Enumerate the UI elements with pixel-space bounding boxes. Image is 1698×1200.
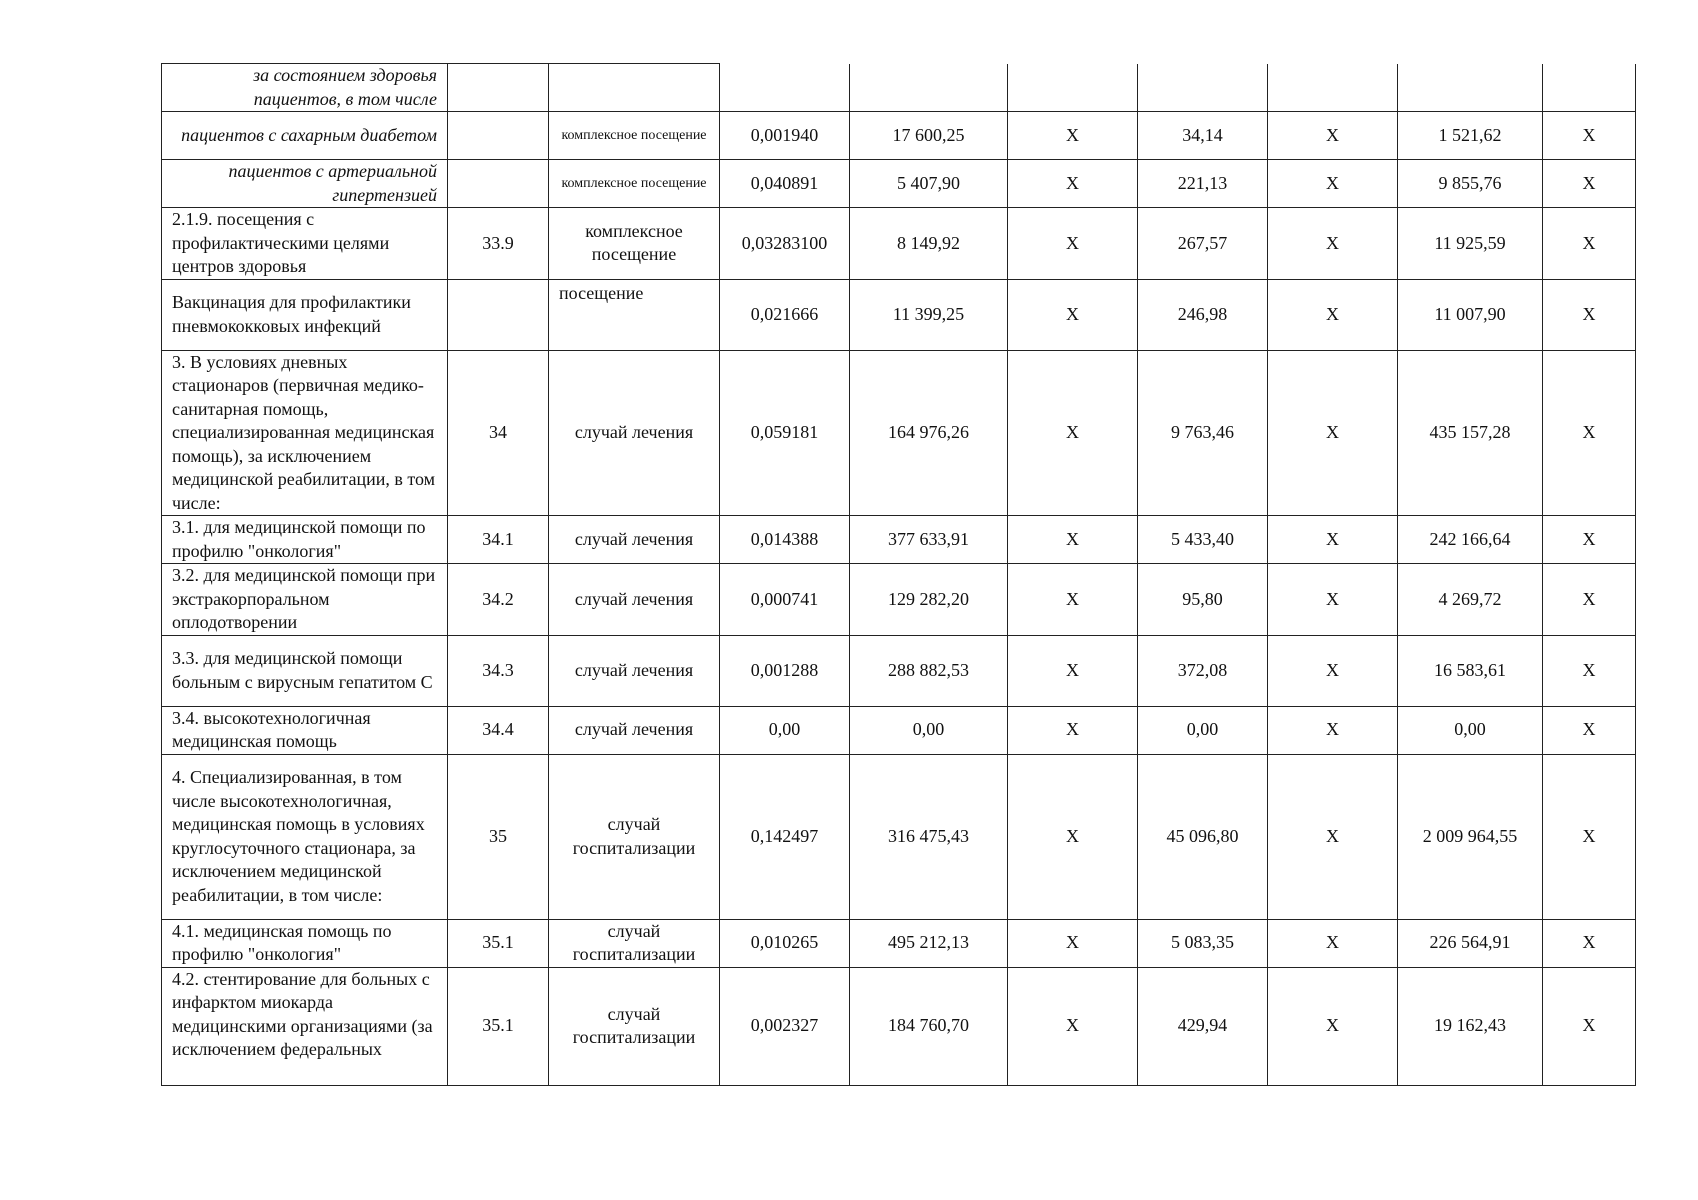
row-v1: 0,040891 (720, 160, 850, 208)
table-row (162, 208, 1636, 280)
row-v2: 5 407,90 (850, 160, 1008, 208)
row-code: 34.3 (448, 635, 549, 706)
table-row (162, 160, 1636, 208)
row-v7: Х (1543, 919, 1636, 967)
row-v5: Х (1268, 706, 1398, 754)
row-v5: Х (1268, 564, 1398, 636)
row-v5: Х (1268, 754, 1398, 919)
row-name: пациентов с сахарным диабетом (162, 112, 448, 160)
row-code: 35.1 (448, 919, 549, 967)
row-name: 3.4. высокотехнологичная медицинская помощь (162, 706, 448, 754)
row-code: 33.9 (448, 208, 549, 280)
row-unit: комплексное посещение (549, 112, 720, 160)
row-v4: 221,13 (1138, 160, 1268, 208)
row-v4 (1138, 64, 1268, 112)
row-v6: 16 583,61 (1398, 635, 1543, 706)
row-unit: случай госпитализации (549, 754, 720, 919)
row-name: 3.1. для медицинской помощи по профилю "онкология" (162, 516, 448, 564)
row-v1: 0,142497 (720, 754, 850, 919)
row-v7: Х (1543, 706, 1636, 754)
row-name: пациентов с артериальной гипертензией (162, 160, 448, 208)
row-unit: комплексное посещение (549, 160, 720, 208)
row-v1: 0,00 (720, 706, 850, 754)
row-v5: Х (1268, 516, 1398, 564)
row-code: 35.1 (448, 967, 549, 1085)
row-v6: 242 166,64 (1398, 516, 1543, 564)
row-v7: Х (1543, 160, 1636, 208)
row-v3 (1008, 64, 1138, 112)
row-v5: Х (1268, 160, 1398, 208)
row-v2: 377 633,91 (850, 516, 1008, 564)
row-v3: Х (1008, 350, 1138, 516)
row-v3: Х (1008, 160, 1138, 208)
row-code: 34.4 (448, 706, 549, 754)
row-v2: 164 976,26 (850, 350, 1008, 516)
row-v1: 0,000741 (720, 564, 850, 636)
row-v2: 129 282,20 (850, 564, 1008, 636)
row-unit (549, 64, 720, 112)
row-name: Вакцинация для профилактики пневмококковых инфекций (162, 279, 448, 350)
row-v1: 0,03283100 (720, 208, 850, 280)
row-unit: случай лечения (549, 706, 720, 754)
row-v7: Х (1543, 635, 1636, 706)
row-v5: Х (1268, 967, 1398, 1085)
row-v4: 372,08 (1138, 635, 1268, 706)
medical-care-volume-table (161, 63, 1636, 1086)
row-v4: 0,00 (1138, 706, 1268, 754)
row-v4: 34,14 (1138, 112, 1268, 160)
row-name: 3. В условиях дневных стационаров (первичная медико-санитарная помощь, специализированная медицинская помощь), за исключением медицинской реабилитации, в том числе: (162, 350, 448, 516)
row-unit: случай лечения (549, 635, 720, 706)
row-v3: Х (1008, 967, 1138, 1085)
row-unit: случай лечения (549, 516, 720, 564)
table-row (162, 350, 1636, 516)
row-v6: 11 925,59 (1398, 208, 1543, 280)
row-v7: Х (1543, 279, 1636, 350)
table-row (162, 706, 1636, 754)
row-v3: Х (1008, 516, 1138, 564)
row-code (448, 160, 549, 208)
row-code (448, 279, 549, 350)
row-v5: Х (1268, 208, 1398, 280)
row-v2: 11 399,25 (850, 279, 1008, 350)
row-v1: 0,010265 (720, 919, 850, 967)
table-row (162, 564, 1636, 636)
row-name: 4.2. стентирование для больных с инфарктом миокарда медицинскими организациями (за исключением федеральных (162, 967, 448, 1085)
row-v6 (1398, 64, 1543, 112)
row-v7: Х (1543, 967, 1636, 1085)
row-v6: 0,00 (1398, 706, 1543, 754)
table-row (162, 754, 1636, 919)
row-unit: случай госпитализации (549, 967, 720, 1085)
row-v2: 8 149,92 (850, 208, 1008, 280)
row-v1: 0,014388 (720, 516, 850, 564)
row-v3: Х (1008, 208, 1138, 280)
row-v7: Х (1543, 516, 1636, 564)
row-v1: 0,059181 (720, 350, 850, 516)
row-v6: 11 007,90 (1398, 279, 1543, 350)
row-v2: 316 475,43 (850, 754, 1008, 919)
row-code: 34 (448, 350, 549, 516)
row-name: 4. Специализированная, в том числе высокотехнологичная, медицинская помощь в условиях круглосуточного стационара, за исключением медицинской реабилитации, в том числе: (162, 754, 448, 919)
row-v1: 0,001288 (720, 635, 850, 706)
row-unit: случай лечения (549, 350, 720, 516)
row-v4: 95,80 (1138, 564, 1268, 636)
row-v3: Х (1008, 706, 1138, 754)
row-v7 (1543, 64, 1636, 112)
row-v5: Х (1268, 350, 1398, 516)
row-v4: 267,57 (1138, 208, 1268, 280)
row-v6: 2 009 964,55 (1398, 754, 1543, 919)
row-v5: Х (1268, 112, 1398, 160)
row-v6: 435 157,28 (1398, 350, 1543, 516)
row-v4: 429,94 (1138, 967, 1268, 1085)
row-v1: 0,021666 (720, 279, 850, 350)
row-v6: 4 269,72 (1398, 564, 1543, 636)
row-v2: 495 212,13 (850, 919, 1008, 967)
row-v4: 246,98 (1138, 279, 1268, 350)
row-v3: Х (1008, 279, 1138, 350)
row-code: 34.1 (448, 516, 549, 564)
row-code: 35 (448, 754, 549, 919)
row-v7: Х (1543, 350, 1636, 516)
table-row (162, 64, 1636, 112)
row-code (448, 64, 549, 112)
table-body (162, 64, 1636, 1086)
row-v7: Х (1543, 112, 1636, 160)
row-v5: Х (1268, 919, 1398, 967)
row-v1: 0,002327 (720, 967, 850, 1085)
row-v7: Х (1543, 754, 1636, 919)
table-row (162, 112, 1636, 160)
row-code: 34.2 (448, 564, 549, 636)
table-row (162, 516, 1636, 564)
row-v3: Х (1008, 754, 1138, 919)
row-v2 (850, 64, 1008, 112)
row-v3: Х (1008, 112, 1138, 160)
row-v2: 288 882,53 (850, 635, 1008, 706)
row-v3: Х (1008, 564, 1138, 636)
row-v4: 5 083,35 (1138, 919, 1268, 967)
row-unit: посещение (549, 279, 720, 350)
row-unit: случай госпитализации (549, 919, 720, 967)
row-v1 (720, 64, 850, 112)
row-v3: Х (1008, 635, 1138, 706)
row-name: 3.3. для медицинской помощи больным с вирусным гепатитом С (162, 635, 448, 706)
table-row (162, 919, 1636, 967)
row-v5: Х (1268, 635, 1398, 706)
row-name: 3.2. для медицинской помощи при экстракорпоральном оплодотворении (162, 564, 448, 636)
row-v5 (1268, 64, 1398, 112)
row-v5: Х (1268, 279, 1398, 350)
row-v4: 9 763,46 (1138, 350, 1268, 516)
row-v6: 226 564,91 (1398, 919, 1543, 967)
row-v3: Х (1008, 919, 1138, 967)
row-unit: случай лечения (549, 564, 720, 636)
row-name: 2.1.9. посещения с профилактическими целями центров здоровья (162, 208, 448, 280)
row-v4: 45 096,80 (1138, 754, 1268, 919)
row-unit: комплексное посещение (549, 208, 720, 280)
table-row (162, 279, 1636, 350)
row-code (448, 112, 549, 160)
row-v2: 17 600,25 (850, 112, 1008, 160)
table-row (162, 967, 1636, 1085)
row-v1: 0,001940 (720, 112, 850, 160)
row-name: 4.1. медицинская помощь по профилю "онкология" (162, 919, 448, 967)
table-row (162, 635, 1636, 706)
row-v7: Х (1543, 208, 1636, 280)
row-name: за состоянием здоровья пациентов, в том числе (162, 64, 448, 112)
row-v6: 19 162,43 (1398, 967, 1543, 1085)
row-v2: 184 760,70 (850, 967, 1008, 1085)
row-v6: 9 855,76 (1398, 160, 1543, 208)
row-v4: 5 433,40 (1138, 516, 1268, 564)
row-v7: Х (1543, 564, 1636, 636)
row-v2: 0,00 (850, 706, 1008, 754)
row-v6: 1 521,62 (1398, 112, 1543, 160)
